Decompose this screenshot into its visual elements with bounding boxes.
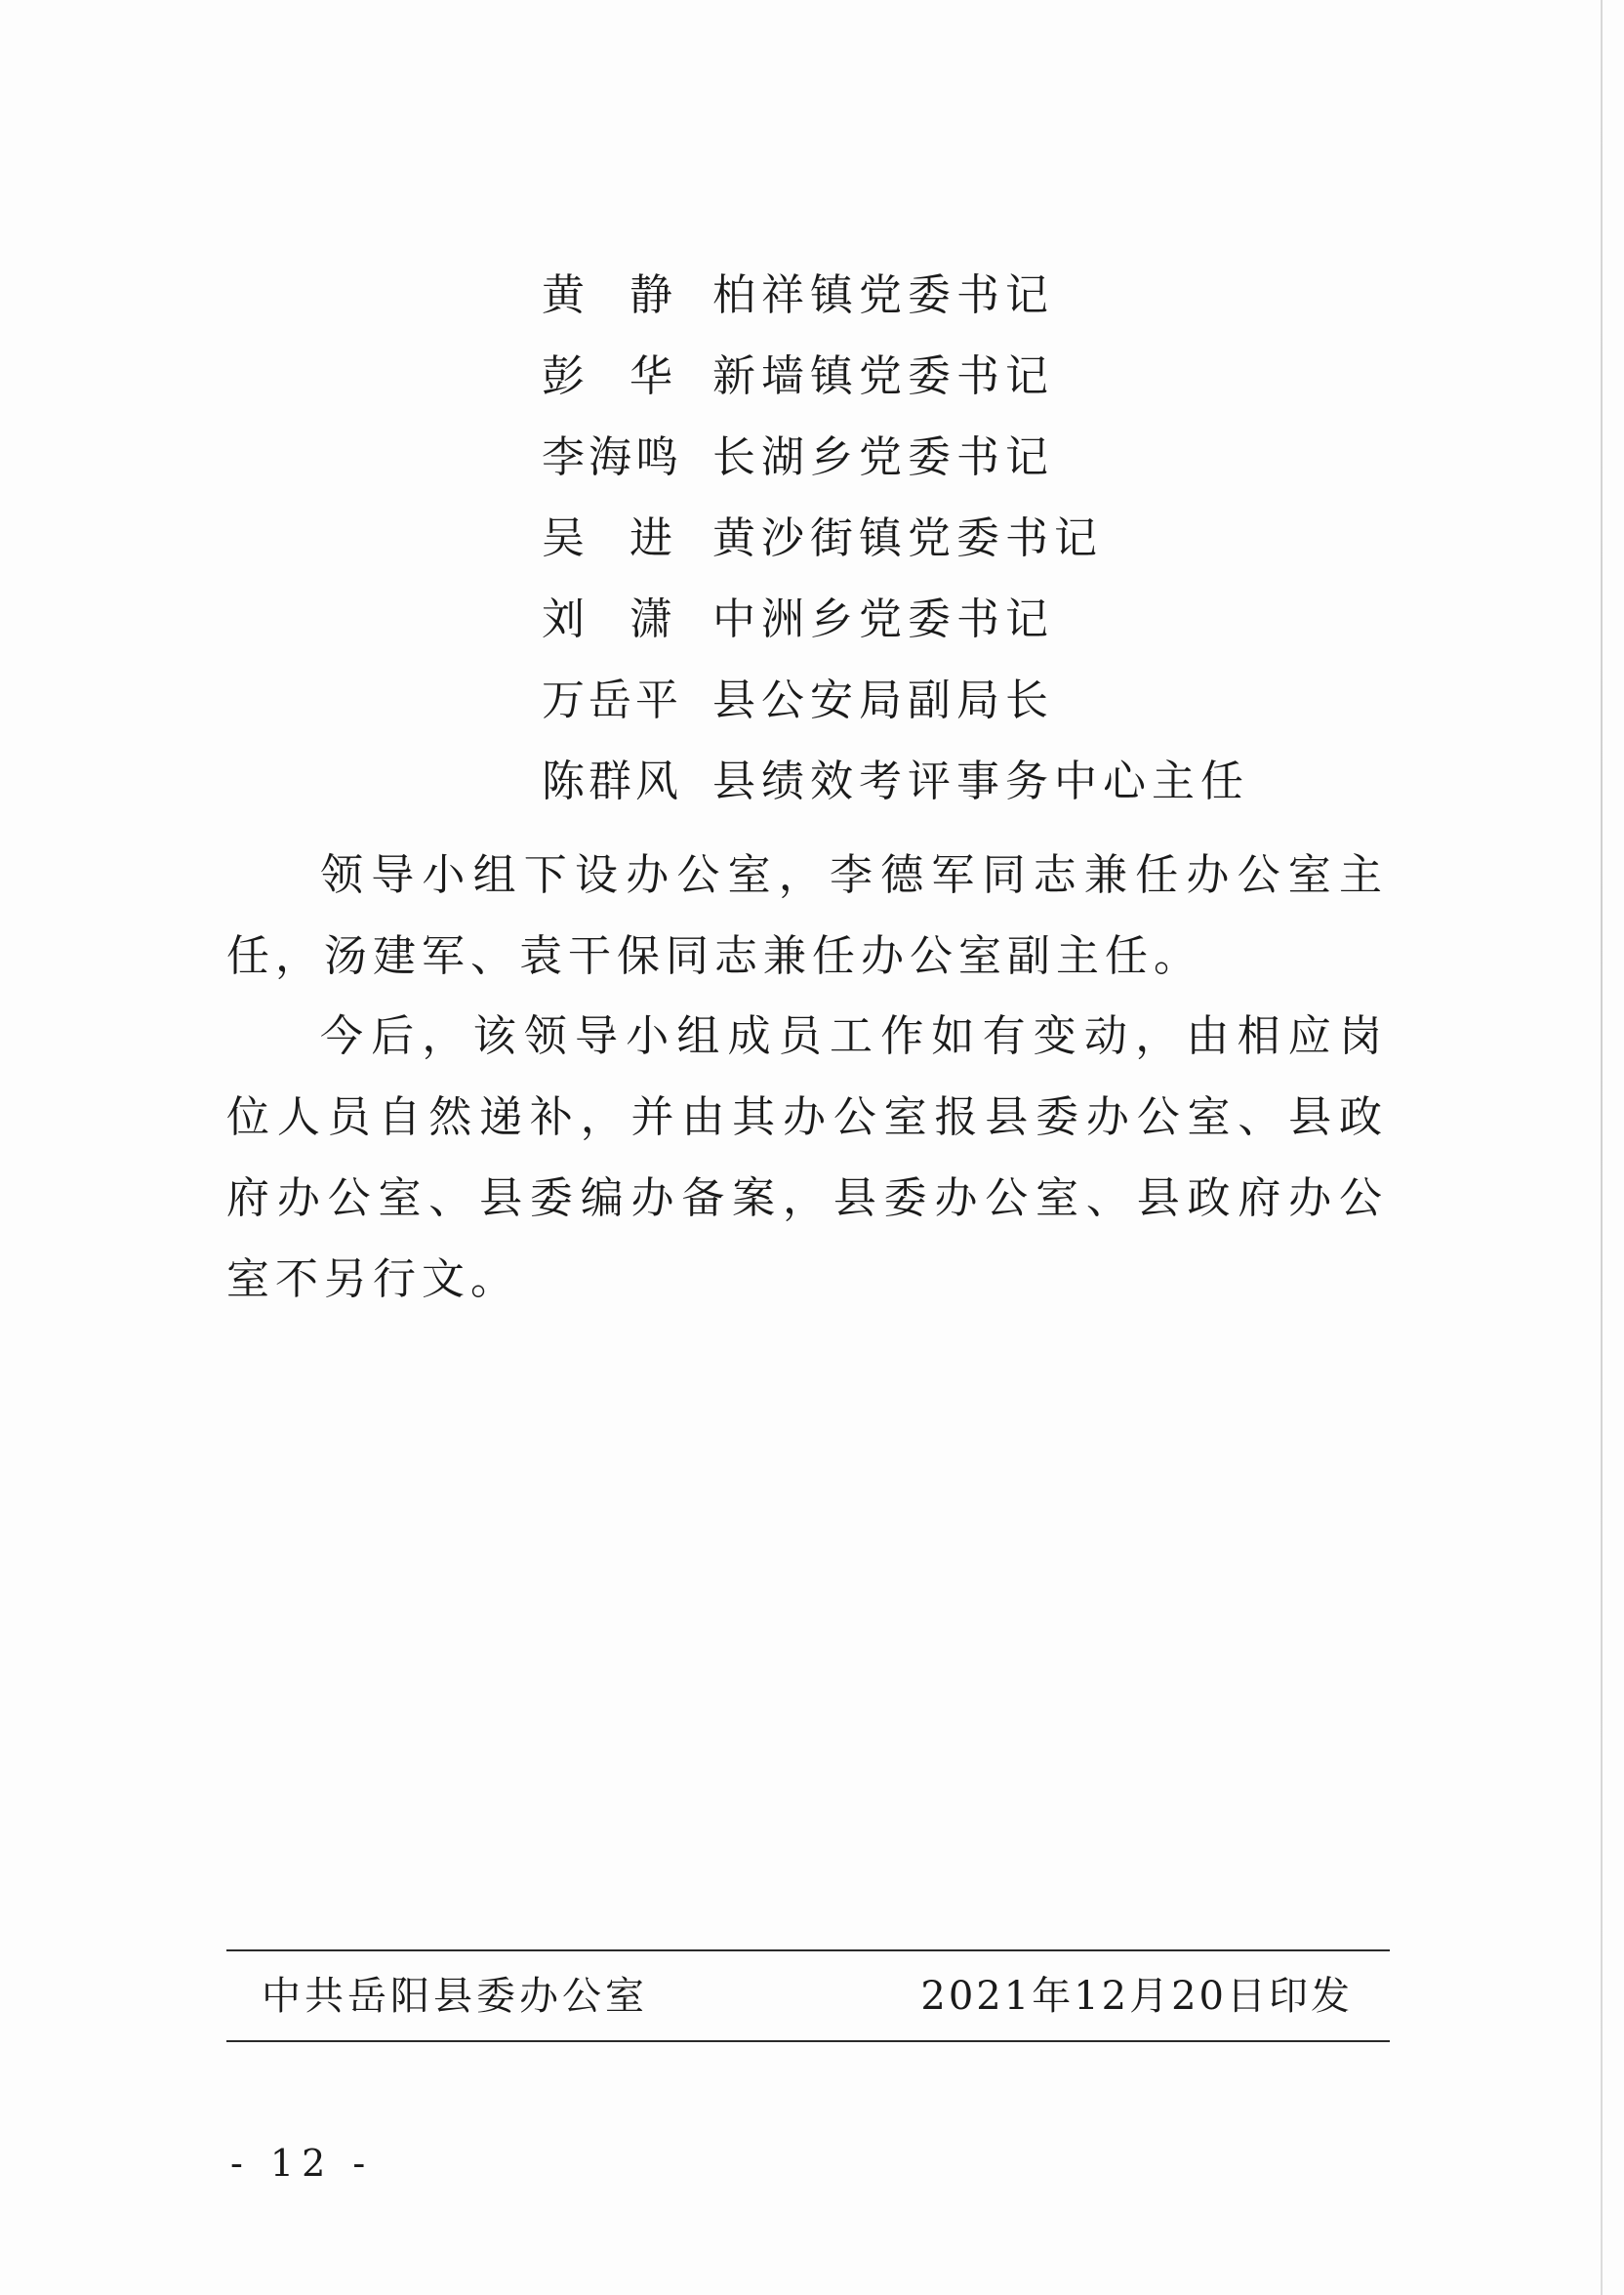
member-name: 李海鸣 [542,432,682,482]
scan-edge-line [1601,0,1603,2295]
member-row [542,507,1420,588]
member-title: 中洲乡党委书记 [712,594,1054,644]
member-row [542,669,1420,750]
member-row [542,264,1420,345]
member-row [542,345,1420,426]
footer-issue-date: 2021年12月20日印发 [920,1974,1353,2019]
member-name: 彭华 [542,351,717,401]
member-name: 黄静 [542,270,717,320]
member-name: 陈群风 [542,757,682,806]
member-title: 黄沙街镇党委书记 [712,513,1103,563]
replacement-rule-paragraph: 今后，该领导小组成员工作如有变动，由相应岗位人员自然递补，并由其办公室报县委办公室、县政府办公室、县委编办备案，县委办公室、县政府办公室不另行文。 [226,1011,1388,1304]
member-row [542,750,1420,831]
member-row [542,426,1420,507]
member-title: 县绩效考评事务中心主任 [712,757,1249,806]
footer-bottom-rule [226,2040,1390,2042]
footer-issuer: 中共岳阳县委办公室 [262,1974,648,2019]
page-number: - 12 - [230,2142,374,2185]
member-title: 柏祥镇党委书记 [712,270,1054,320]
member-name: 万岳平 [542,676,682,725]
member-title: 新墙镇党委书记 [712,351,1054,401]
member-row [542,588,1420,669]
office-setup-paragraph: 领导小组下设办公室，李德军同志兼任办公室主任，汤建军、袁干保同志兼任办公室副主任。 [226,850,1388,981]
member-title: 长湖乡党委书记 [712,432,1054,482]
member-name: 吴进 [542,513,717,563]
member-title: 县公安局副局长 [712,676,1054,725]
member-name: 刘潇 [542,594,717,644]
footer-top-rule [226,1949,1390,1951]
member-list [542,264,1420,831]
